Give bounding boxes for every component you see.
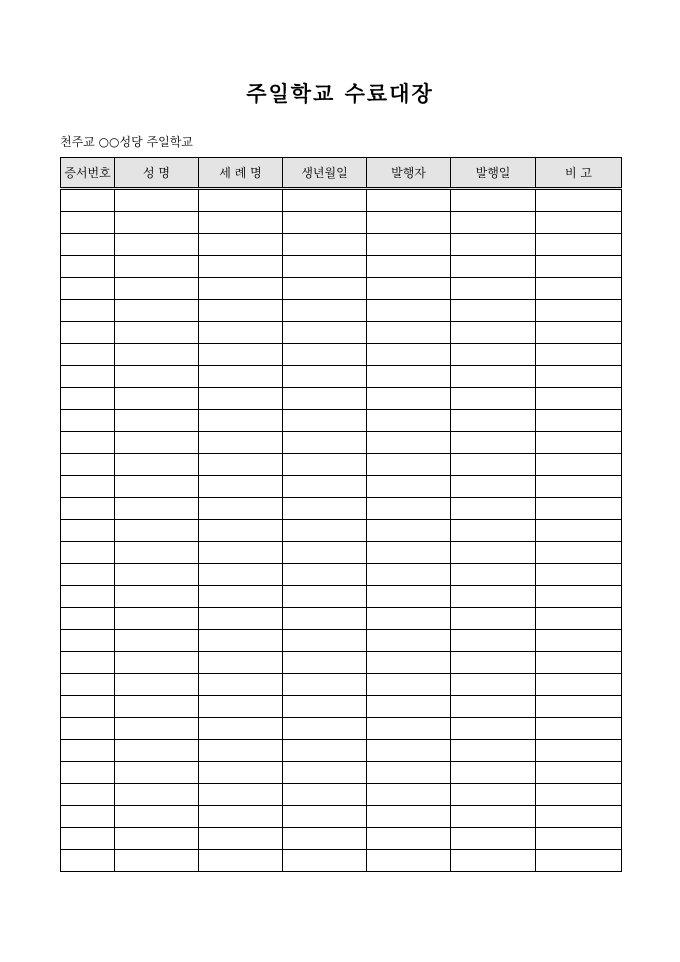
table-cell (536, 828, 622, 850)
table-cell (115, 410, 199, 432)
table-cell (283, 696, 367, 718)
table-row (61, 476, 622, 498)
table-row (61, 564, 622, 586)
table-cell (115, 740, 199, 762)
table-cell (199, 498, 283, 520)
table-cell (536, 300, 622, 322)
table-cell (199, 784, 283, 806)
table-cell (283, 806, 367, 828)
table-cell (283, 498, 367, 520)
table-cell (536, 740, 622, 762)
table-cell (367, 828, 451, 850)
table-cell (61, 256, 115, 278)
table-cell (451, 189, 536, 212)
table-cell (367, 608, 451, 630)
table-cell (61, 300, 115, 322)
table-cell (283, 322, 367, 344)
table-cell (61, 410, 115, 432)
table-cell (199, 300, 283, 322)
table-cell (283, 586, 367, 608)
table-cell (451, 696, 536, 718)
table-row (61, 278, 622, 300)
table-cell (61, 718, 115, 740)
table-cell (61, 212, 115, 234)
table-cell (367, 630, 451, 652)
table-cell (199, 410, 283, 432)
table-cell (283, 630, 367, 652)
table-cell (451, 498, 536, 520)
table-cell (115, 300, 199, 322)
table-cell (367, 476, 451, 498)
table-cell (199, 278, 283, 300)
table-cell (367, 432, 451, 454)
table-cell (199, 366, 283, 388)
table-row (61, 542, 622, 564)
table-cell (451, 454, 536, 476)
table-cell (115, 806, 199, 828)
table-cell (451, 630, 536, 652)
table-cell (199, 234, 283, 256)
table-cell (283, 476, 367, 498)
table-cell (283, 432, 367, 454)
table-cell (199, 344, 283, 366)
table-cell (367, 850, 451, 872)
table-cell (367, 652, 451, 674)
table-cell (283, 542, 367, 564)
table-cell (115, 520, 199, 542)
table-cell (451, 542, 536, 564)
table-row (61, 630, 622, 652)
table-cell (451, 740, 536, 762)
table-cell (283, 608, 367, 630)
table-cell (199, 212, 283, 234)
table-cell (61, 762, 115, 784)
table-row (61, 740, 622, 762)
table-cell (283, 212, 367, 234)
table-row (61, 850, 622, 872)
table-row (61, 696, 622, 718)
table-cell (115, 256, 199, 278)
table-row (61, 586, 622, 608)
table-cell (199, 256, 283, 278)
table-cell (367, 498, 451, 520)
table-cell (115, 476, 199, 498)
table-cell (199, 322, 283, 344)
table-cell (199, 476, 283, 498)
table-cell (367, 762, 451, 784)
table-cell (367, 718, 451, 740)
table-cell (367, 586, 451, 608)
table-cell (115, 718, 199, 740)
table-row (61, 366, 622, 388)
table-cell (283, 256, 367, 278)
table-cell (451, 806, 536, 828)
table-cell (536, 476, 622, 498)
table-body (61, 189, 622, 872)
table-cell (199, 674, 283, 696)
table-cell (283, 718, 367, 740)
table-cell (115, 850, 199, 872)
table-cell (283, 762, 367, 784)
header-row (61, 158, 622, 189)
table-cell (283, 520, 367, 542)
table-cell (536, 520, 622, 542)
table-cell (115, 278, 199, 300)
table-cell (283, 189, 367, 212)
table-cell (283, 278, 367, 300)
table-row (61, 322, 622, 344)
table-cell (61, 278, 115, 300)
table-cell (61, 608, 115, 630)
table-cell (451, 784, 536, 806)
table-cell (283, 410, 367, 432)
table-cell (115, 234, 199, 256)
table-cell (451, 278, 536, 300)
table-cell (61, 388, 115, 410)
table-row (61, 828, 622, 850)
table-cell (451, 674, 536, 696)
table-cell (61, 696, 115, 718)
table-cell (61, 850, 115, 872)
table-cell (536, 718, 622, 740)
table-row (61, 718, 622, 740)
table-cell (451, 256, 536, 278)
table-cell (61, 234, 115, 256)
table-cell (536, 454, 622, 476)
table-cell (115, 322, 199, 344)
table-cell (451, 608, 536, 630)
table-cell (61, 784, 115, 806)
table-cell (115, 586, 199, 608)
table-cell (115, 542, 199, 564)
table-cell (61, 189, 115, 212)
table-cell (61, 454, 115, 476)
table-cell (199, 740, 283, 762)
table-cell (61, 432, 115, 454)
table-cell (61, 564, 115, 586)
table-cell (199, 608, 283, 630)
table-cell (115, 696, 199, 718)
header-baptismal-name: 세 례 명 (199, 158, 283, 189)
table-cell (367, 520, 451, 542)
table-cell (115, 189, 199, 212)
table-cell (536, 806, 622, 828)
table-cell (367, 740, 451, 762)
table-cell (367, 410, 451, 432)
table-cell (199, 586, 283, 608)
parish-label: 천주교 ○○성당 주일학교 (60, 135, 193, 149)
table-cell (367, 300, 451, 322)
header-issue-date: 발행일 (451, 158, 536, 189)
table-cell (367, 234, 451, 256)
header-name: 성 명 (115, 158, 199, 189)
table-cell (199, 564, 283, 586)
table-cell (536, 630, 622, 652)
table-cell (199, 388, 283, 410)
table-cell (61, 828, 115, 850)
table-row (61, 806, 622, 828)
table-cell (451, 718, 536, 740)
table-cell (283, 234, 367, 256)
table-cell (536, 652, 622, 674)
table-cell (115, 652, 199, 674)
table-cell (367, 212, 451, 234)
table-row (61, 520, 622, 542)
table-row (61, 212, 622, 234)
table-cell (115, 212, 199, 234)
header-issuer: 발행자 (367, 158, 451, 189)
table-row (61, 652, 622, 674)
table-cell (536, 410, 622, 432)
table-cell (536, 322, 622, 344)
table-cell (451, 652, 536, 674)
table-cell (283, 388, 367, 410)
table-cell (367, 696, 451, 718)
table-cell (115, 630, 199, 652)
table-cell (367, 454, 451, 476)
table-cell (115, 432, 199, 454)
table-cell (367, 784, 451, 806)
table-cell (536, 608, 622, 630)
table-row (61, 498, 622, 520)
table-row (61, 388, 622, 410)
header-remarks: 비 고 (536, 158, 622, 189)
table-cell (199, 542, 283, 564)
table-cell (199, 454, 283, 476)
table-cell (536, 212, 622, 234)
table-cell (61, 652, 115, 674)
table-cell (536, 278, 622, 300)
table-cell (61, 586, 115, 608)
table-cell (283, 366, 367, 388)
header-certificate-number: 증서번호 (61, 158, 115, 189)
table-cell (199, 806, 283, 828)
table-row (61, 432, 622, 454)
table-cell (61, 476, 115, 498)
table-cell (451, 850, 536, 872)
table-cell (536, 234, 622, 256)
table-cell (536, 762, 622, 784)
table-cell (115, 388, 199, 410)
document-title: 주일학교 수료대장 (246, 81, 434, 106)
table-cell (283, 740, 367, 762)
table-row (61, 234, 622, 256)
table-cell (536, 564, 622, 586)
table-cell (61, 674, 115, 696)
table-cell (536, 344, 622, 366)
table-row (61, 784, 622, 806)
table-cell (199, 432, 283, 454)
table-cell (115, 564, 199, 586)
table-cell (199, 762, 283, 784)
table-cell (451, 432, 536, 454)
table-cell (536, 696, 622, 718)
table-cell (367, 278, 451, 300)
table-cell (536, 366, 622, 388)
table-cell (451, 762, 536, 784)
table-row (61, 454, 622, 476)
table-cell (536, 850, 622, 872)
table-cell (61, 806, 115, 828)
table-cell (61, 322, 115, 344)
table-cell (199, 718, 283, 740)
table-cell (61, 344, 115, 366)
table-cell (451, 828, 536, 850)
table-cell (199, 850, 283, 872)
table-cell (115, 344, 199, 366)
table-cell (283, 828, 367, 850)
table-row (61, 189, 622, 212)
table-cell (451, 322, 536, 344)
table-cell (451, 366, 536, 388)
table-cell (283, 850, 367, 872)
completion-register-table (60, 157, 622, 872)
table-cell (451, 410, 536, 432)
table-cell (451, 564, 536, 586)
table-cell (451, 344, 536, 366)
table-cell (451, 234, 536, 256)
table-cell (61, 542, 115, 564)
table-cell (115, 784, 199, 806)
table-cell (283, 344, 367, 366)
table-row (61, 344, 622, 366)
header-birth-date: 생년월일 (283, 158, 367, 189)
table-cell (61, 498, 115, 520)
table-cell (199, 520, 283, 542)
table-cell (199, 189, 283, 212)
table-cell (367, 674, 451, 696)
table-row (61, 410, 622, 432)
table-cell (61, 630, 115, 652)
table-cell (115, 608, 199, 630)
table-cell (451, 388, 536, 410)
table-cell (115, 762, 199, 784)
table-cell (536, 498, 622, 520)
table-row (61, 674, 622, 696)
table-cell (536, 388, 622, 410)
table-cell (536, 586, 622, 608)
table-cell (283, 454, 367, 476)
table-cell (536, 432, 622, 454)
table-cell (367, 344, 451, 366)
table-cell (367, 256, 451, 278)
table-cell (283, 564, 367, 586)
table-row (61, 300, 622, 322)
table-cell (451, 300, 536, 322)
table-cell (536, 674, 622, 696)
table-cell (115, 498, 199, 520)
table-cell (367, 806, 451, 828)
table-cell (451, 212, 536, 234)
table-cell (451, 476, 536, 498)
table-cell (283, 674, 367, 696)
table-row (61, 256, 622, 278)
table-cell (451, 520, 536, 542)
table-cell (367, 189, 451, 212)
table-cell (115, 454, 199, 476)
table-cell (115, 674, 199, 696)
table-row (61, 608, 622, 630)
table-cell (115, 828, 199, 850)
table-cell (283, 784, 367, 806)
table-cell (199, 696, 283, 718)
table-cell (536, 784, 622, 806)
table-cell (115, 366, 199, 388)
table-cell (61, 740, 115, 762)
table-cell (367, 564, 451, 586)
table-cell (451, 586, 536, 608)
table-cell (199, 630, 283, 652)
table-cell (367, 542, 451, 564)
table-cell (199, 828, 283, 850)
table-cell (367, 366, 451, 388)
table-cell (61, 520, 115, 542)
table-cell (367, 322, 451, 344)
table-cell (367, 388, 451, 410)
table-cell (199, 652, 283, 674)
table-cell (536, 189, 622, 212)
table-cell (283, 652, 367, 674)
table-cell (536, 542, 622, 564)
table-cell (536, 256, 622, 278)
table-row (61, 762, 622, 784)
table-cell (61, 366, 115, 388)
table-cell (283, 300, 367, 322)
